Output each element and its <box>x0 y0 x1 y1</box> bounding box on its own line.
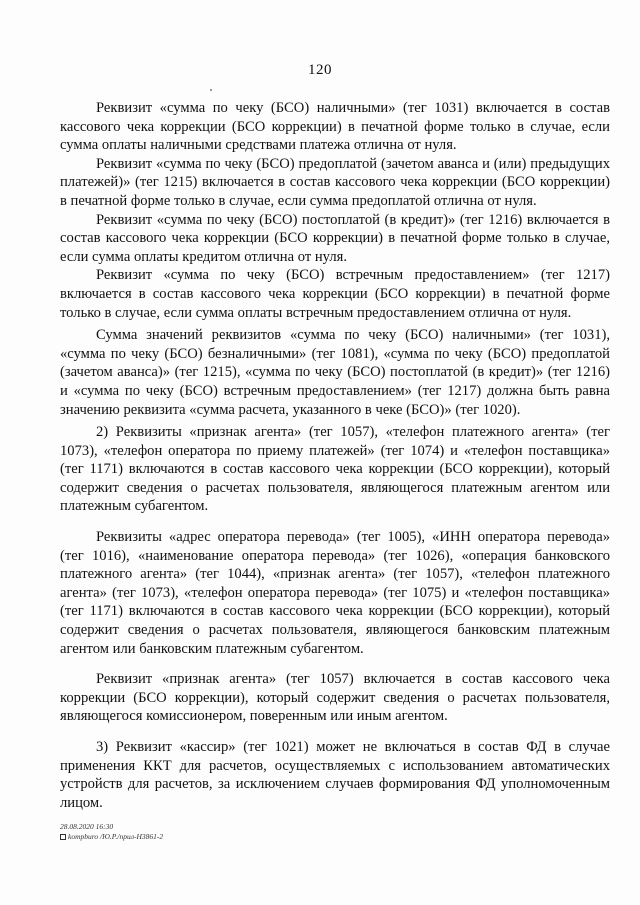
footer-timestamp: 28.08.2020 16:30 <box>60 822 114 831</box>
paragraph-prepayment: Реквизит «сумма по чеку (БСО) предоплатой (зачетом аванса и (или) предыдущих платежей)» (тег 1215) включается в состав кассового чека коррекции (БСО коррекции) в печатной форме только в случае, если сумма предоплатой отлична от нуля. <box>60 155 610 209</box>
paragraph-cashier: 3) Реквизит «кассир» (тег 1021) может не включаться в состав ФД в случае применения ККТ для расчетов, осуществляемых с использованием автоматических устройств для расчетов, за исключением случаев формирования ФД уполномоченным лицом. <box>60 739 610 811</box>
scan-speck <box>210 89 212 91</box>
paragraph-bank-agent: Реквизиты «адрес оператора перевода» (тег 1005), «ИНН оператора перевода» (тег 1016), «наименование оператора перевода» (тег 1026), «операция банковского платежного агента» (тег 1044), «признак агента» (тег 1057), «телефон платежного агента» (тег 1073), «телефон оператора перевода» (тег 1075) и «телефон поставщика» (тег 1171) включаются в состав кассового чека коррекции (БСО коррекции), который содержит сведения о расчетах пользователя, являющегося банковским платежным агентом или банковским платежным субагентом. <box>60 529 610 657</box>
file-icon <box>60 834 66 840</box>
paragraph-payment-agent: 2) Реквизиты «признак агента» (тег 1057), «телефон платежного агента» (тег 1073), «телефон оператора по приему платежей» (тег 1074) и «телефон поставщика» (тег 1171) включаются в состав кассового чека коррекции (БСО коррекции), который содержит сведения о расчетах пользователя, являющегося платежным агентом или платежным субагентом. <box>60 424 610 515</box>
paragraph-postpayment: Реквизит «сумма по чеку (БСО) постоплатой (в кредит)» (тег 1216) включается в состав кассового чека коррекции (БСО коррекции) в печатной форме только в случае, если сумма оплаты кредитом отлична от нуля. <box>60 211 610 265</box>
page-number: 120 <box>308 62 332 78</box>
paragraph-sum-rule: Сумма значений реквизитов «сумма по чеку (БСО) наличными» (тег 1031), «сумма по чеку (БСО) безналичными» (тег 1081), «сумма по чеку (БСО) предоплатой (зачетом аванса)» (тег 1215), «сумма по чеку (БСО) постоплатой (в кредит)» (тег 1216) и «сумма по чеку (БСО) встречным предоставлением» (тег 1217) должна быть равна значению реквизита «сумма расчета, указанного в чеке (БСО)» (тег 1020). <box>60 327 610 418</box>
paragraph-counter-provision: Реквизит «сумма по чеку (БСО) встречным предоставлением» (тег 1217) включается в состав кассового чека коррекции (БСО коррекции) в печатной форме только в случае, если сумма оплаты встречным предоставлением отлична от нуля. <box>60 267 610 321</box>
footer-file-ref: kompburo /Ю.Р./прил-Н3861-2 <box>68 832 164 841</box>
paragraph-cash: Реквизит «сумма по чеку (БСО) наличными» (тег 1031) включается в состав кассового чека коррекции (БСО коррекции) в печатной форме только в случае, если сумма оплаты наличными средствами платежа отлична от нуля. <box>60 100 610 154</box>
document-footer <box>60 822 163 842</box>
paragraph-commission-agent: Реквизит «признак агента» (тег 1057) включается в состав кассового чека коррекции (БСО коррекции), который содержит сведения о расчетах пользователя, являющегося комиссионером, поверенным или иным агентом. <box>60 671 610 725</box>
document-body <box>60 99 610 812</box>
